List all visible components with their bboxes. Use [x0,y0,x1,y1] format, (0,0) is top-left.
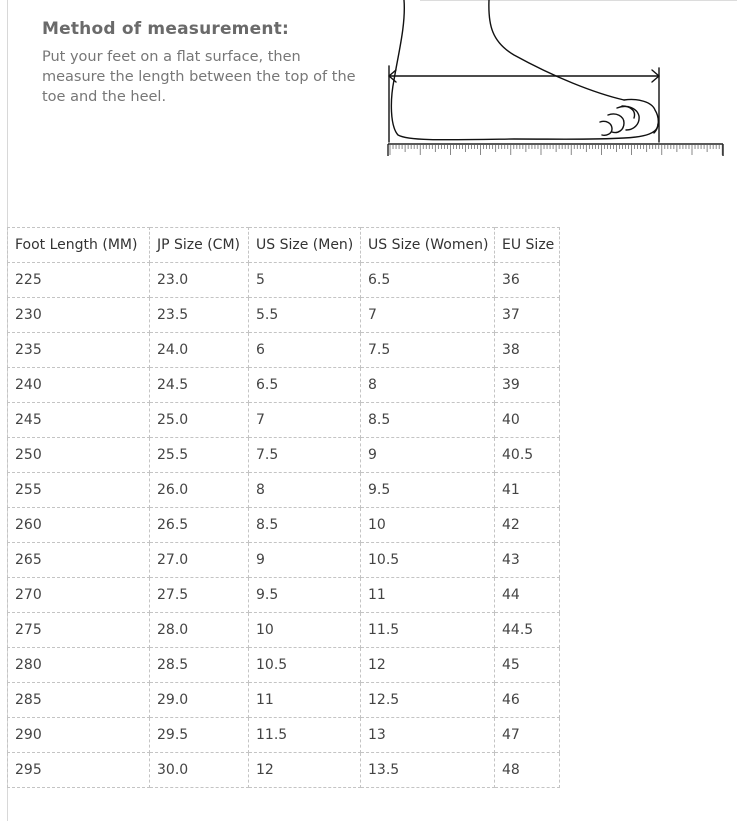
table-row [8,473,560,508]
table-cell: 225 [8,263,150,298]
table-cell: 41 [495,473,560,508]
toes-outline [600,99,658,135]
table-cell: 13.5 [361,753,495,788]
table-row [8,718,560,753]
table-cell: 7 [361,298,495,333]
table-cell: 9 [361,438,495,473]
table-cell: 26.0 [150,473,249,508]
table-cell: 10 [249,613,361,648]
table-cell: 25.5 [150,438,249,473]
table-cell: 43 [495,543,560,578]
size-chart-table [7,227,560,788]
table-cell: 24.0 [150,333,249,368]
table-row [8,648,560,683]
column-header: EU Size [495,228,560,263]
table-cell: 46 [495,683,560,718]
table-cell: 9.5 [361,473,495,508]
table-cell: 280 [8,648,150,683]
table-cell: 285 [8,683,150,718]
table-cell: 28.5 [150,648,249,683]
table-row [8,578,560,613]
table-cell: 235 [8,333,150,368]
table-cell: 275 [8,613,150,648]
table-cell: 27.5 [150,578,249,613]
table-cell: 265 [8,543,150,578]
table-cell: 230 [8,298,150,333]
table-cell: 5.5 [249,298,361,333]
table-cell: 295 [8,753,150,788]
table-cell: 23.0 [150,263,249,298]
table-cell: 290 [8,718,150,753]
heel-outline [391,0,658,140]
ruler-ticks [390,145,722,155]
table-row [8,508,560,543]
table-row [8,543,560,578]
table-cell: 260 [8,508,150,543]
table-cell: 6 [249,333,361,368]
table-cell: 44.5 [495,613,560,648]
table-cell: 40 [495,403,560,438]
table-cell: 9 [249,543,361,578]
table-cell: 10.5 [249,648,361,683]
column-header: US Size (Women) [361,228,495,263]
table-cell: 28.0 [150,613,249,648]
table-cell: 8.5 [361,403,495,438]
table-cell: 240 [8,368,150,403]
table-cell: 8.5 [249,508,361,543]
table-cell: 9.5 [249,578,361,613]
table-cell: 47 [495,718,560,753]
column-header: JP Size (CM) [150,228,249,263]
table-cell: 11.5 [361,613,495,648]
table-cell: 7 [249,403,361,438]
table-cell: 245 [8,403,150,438]
table-cell: 11 [249,683,361,718]
method-title: Method of measurement: [42,19,289,39]
method-description: Put your feet on a flat surface, then measure the length between the top of the toe and the heel. [42,49,356,105]
table-cell: 48 [495,753,560,788]
table-cell: 10.5 [361,543,495,578]
table-row [8,438,560,473]
column-header: US Size (Men) [249,228,361,263]
table-cell: 45 [495,648,560,683]
table-cell: 8 [361,368,495,403]
table-cell: 29.5 [150,718,249,753]
table-cell: 39 [495,368,560,403]
table-row [8,403,560,438]
table-row [8,298,560,333]
table-cell: 37 [495,298,560,333]
table-cell: 11 [361,578,495,613]
table-cell: 30.0 [150,753,249,788]
table-cell: 13 [361,718,495,753]
table-cell: 23.5 [150,298,249,333]
table-cell: 250 [8,438,150,473]
foot-measurement-illustration [384,0,734,160]
table-cell: 38 [495,333,560,368]
table-cell: 29.0 [150,683,249,718]
table-cell: 40.5 [495,438,560,473]
table-cell: 255 [8,473,150,508]
table-cell: 12.5 [361,683,495,718]
table-header-row [8,228,560,263]
table-cell: 25.0 [150,403,249,438]
table-row [8,263,560,298]
table-cell: 10 [361,508,495,543]
table-cell: 6.5 [249,368,361,403]
table-cell: 11.5 [249,718,361,753]
table-cell: 7.5 [249,438,361,473]
table-cell: 44 [495,578,560,613]
table-cell: 42 [495,508,560,543]
table-cell: 12 [361,648,495,683]
table-row [8,613,560,648]
table-row [8,368,560,403]
table-cell: 7.5 [361,333,495,368]
table-cell: 26.5 [150,508,249,543]
table-cell: 5 [249,263,361,298]
table-row [8,333,560,368]
table-row [8,683,560,718]
instep-outline [489,0,624,100]
table-cell: 36 [495,263,560,298]
table-cell: 8 [249,473,361,508]
table-cell: 24.5 [150,368,249,403]
table-cell: 27.0 [150,543,249,578]
column-header: Foot Length (MM) [8,228,150,263]
table-cell: 12 [249,753,361,788]
table-cell: 6.5 [361,263,495,298]
table-cell: 270 [8,578,150,613]
table-row [8,753,560,788]
